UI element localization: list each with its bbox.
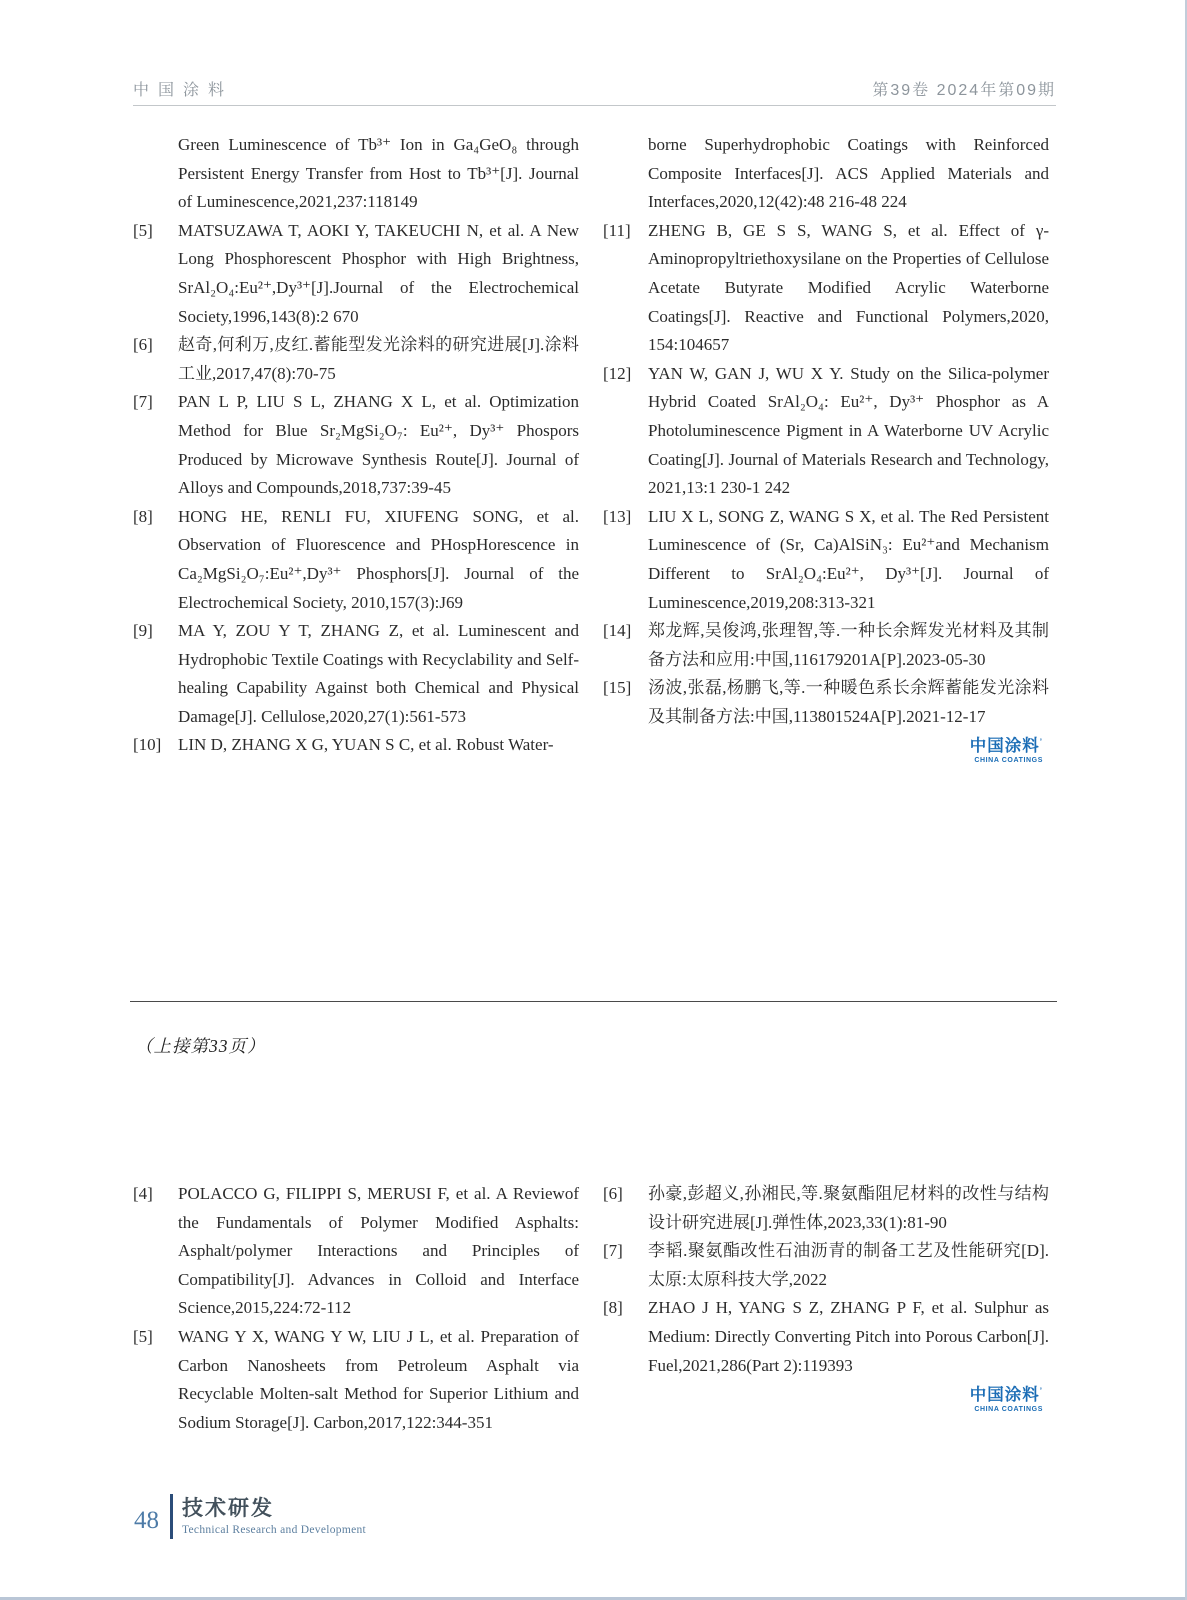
- journal-name: 中国涂料: [133, 82, 234, 99]
- reference-list: [603, 131, 1049, 731]
- page-footer: [134, 1494, 366, 1539]
- reference-text: 孙豪,彭超义,孙湘民,等.聚氨酯阻尼材料的改性与结构设计研究进展[J].弹性体,2023,33(1):81-90: [648, 1184, 1049, 1232]
- reference-number: [13]: [603, 506, 632, 526]
- reference-number: [8]: [603, 1298, 623, 1318]
- footer-divider-bar: [170, 1494, 173, 1539]
- reference-number: [8]: [133, 506, 153, 526]
- references-column-right: [603, 131, 1049, 764]
- reference-text: ZHENG B, GE S S, WANG S, et al. Effect of γ-Aminopropyltriethoxysilane on the Properties of Cellulose Acetate Butyrate Modified Acrylic Waterborne Coatings[J]. Reactive and Functional Polymers,2020, 154:104657: [648, 220, 1049, 355]
- reference-item: [603, 617, 1049, 674]
- footer-section-titles: [182, 1497, 366, 1536]
- reference-item: [133, 1180, 579, 1323]
- logo-text: 中国涂料: [969, 737, 1040, 756]
- logo-trademark-mark: ’: [1039, 1386, 1043, 1396]
- reference-number: [7]: [133, 392, 153, 412]
- reference-text: MA Y, ZOU Y T, ZHANG Z, et al. Luminescent and Hydrophobic Textile Coatings with Recyclability and Self-healing Capability Against both Chemical and Physical Damage[J]. Cellulose,2020,27(1):561-573: [178, 621, 579, 726]
- reference-text: 郑龙辉,吴俊鸿,张理智,等.一种长余辉发光材料及其制备方法和应用:中国,116179201A[P].2023-05-30: [648, 621, 1049, 669]
- reference-text: 李韬.聚氨酯改性石油沥青的制备工艺及性能研究[D].太原:太原科技大学,2022: [648, 1241, 1049, 1289]
- reference-text: MATSUZAWA T, AOKI Y, TAKEUCHI N, et al. A New Long Phosphorescent Phosphor with High Brightness, SrAl₂O₄:Eu²⁺,Dy³⁺[J].Journal of the Electrochemical Society,1996,143(8):2 670: [178, 220, 579, 326]
- china-coatings-logo-wordmark: [603, 738, 1043, 755]
- reference-item: [603, 217, 1049, 360]
- reference-item: [133, 617, 579, 731]
- reference-item: [603, 131, 1049, 217]
- china-coatings-logo-subtitle: CHINA COATINGS: [974, 1405, 1043, 1413]
- reference-text: PAN L P, LIU S L, ZHANG X L, et al. Optimization Method for Blue Sr₂MgSi₂O₇: Eu²⁺, Dy³⁺ Phospors Produced by Microwave Synthesis Route[J]. Journal of Alloys and Compounds,2018,737:39-45: [178, 392, 579, 498]
- china-coatings-logo-subtitle: CHINA COATINGS: [974, 756, 1043, 764]
- reference-text: 赵奇,何利万,皮红.蓄能型发光涂料的研究进展[J].涂料工业,2017,47(8):70-75: [178, 335, 579, 383]
- reference-number: [15]: [603, 678, 632, 698]
- reference-text: LIU X L, SONG Z, WANG S X, et al. The Red Persistent Luminescence of (Sr, Ca)AlSiN₃: Eu²⁺and Mechanism Different to SrAl₂O₄:Eu²⁺, Dy³⁺[J]. Journal of Luminescence,2019,208:313-321: [648, 506, 1049, 612]
- reference-text: WANG Y X, WANG Y W, LIU J L, et al. Preparation of Carbon Nanosheets from Petroleum Asphalt via Recyclable Molten-salt Method for Superior Lithium and Sodium Storage[J]. Carbon,2017,122:344-351: [178, 1326, 579, 1432]
- reference-number: [6]: [133, 335, 153, 355]
- logo-trademark-mark: ’: [1039, 737, 1043, 747]
- reference-text: POLACCO G, FILIPPI S, MERUSI F, et al. A Reviewof the Fundamentals of Polymer Modified Asphalts: Asphalt/polymer Interactions and Principles of Compatibility[J]. Advances in Colloid and Interface Science,2015,224:72-112: [178, 1184, 579, 1318]
- reference-item: [133, 331, 579, 388]
- references-column-left: [133, 131, 579, 764]
- reference-item: [133, 731, 579, 760]
- reference-item: [133, 1323, 579, 1437]
- reference-list: [133, 1180, 579, 1437]
- reference-item: [603, 1180, 1049, 1237]
- issue-info: 第39卷 2024年第09期: [872, 82, 1056, 99]
- reference-text: HONG HE, RENLI FU, XIUFENG SONG, et al. Observation of Fluorescence and PHospHorescence in Ca₂MgSi₂O₇:Eu²⁺,Dy³⁺ Phosphors[J]. Journal of the Electrochemical Society, 2010,157(3):J69: [178, 506, 579, 612]
- reference-item: [133, 131, 579, 217]
- reference-item: [133, 388, 579, 502]
- footer-section-subtitle: Technical Research and Development: [182, 1524, 367, 1537]
- references-section-2: [133, 1180, 1049, 1437]
- reference-list: [133, 131, 579, 760]
- reference-number: [12]: [603, 363, 632, 383]
- reference-text: ZHAO J H, YANG S Z, ZHANG P F, et al. Sulphur as Medium: Directly Converting Pitch into Porous Carbon[J]. Fuel,2021,286(Part 2):119393: [648, 1298, 1049, 1375]
- reference-number: [14]: [603, 621, 632, 641]
- article-divider-rule: [130, 1001, 1057, 1002]
- page-number: 48: [134, 1507, 159, 1534]
- reference-text: 汤波,张磊,杨鹏飞,等.一种暖色系长余辉蓄能发光涂料及其制备方法:中国,113801524A[P].2021-12-17: [648, 678, 1049, 726]
- reference-text: Green Luminescence of Tb³⁺ Ion in Ga₄GeO₈ through Persistent Energy Transfer from Host to Tb³⁺[J]. Journal of Luminescence,2021,237:118149: [178, 135, 579, 212]
- footer-section-title: 技术研发: [182, 1496, 274, 1520]
- reference-number: [4]: [133, 1184, 153, 1203]
- reference-item: [603, 503, 1049, 617]
- reference-item: [133, 217, 579, 331]
- reference-item: [603, 360, 1049, 503]
- china-coatings-logo-wordmark: [603, 1387, 1043, 1404]
- reference-number: [9]: [133, 621, 153, 641]
- reference-number: [5]: [133, 220, 153, 240]
- reference-number: [10]: [133, 735, 162, 755]
- reference-number: [5]: [133, 1326, 153, 1346]
- logo-text: 中国涂料: [969, 1386, 1040, 1405]
- reference-list: [603, 1180, 1049, 1380]
- reference-text: borne Superhydrophobic Coatings with Reinforced Composite Interfaces[J]. ACS Applied Materials and Interfaces,2020,12(42):48 216-48 224: [648, 135, 1049, 212]
- reference-item: [133, 503, 579, 617]
- china-coatings-logo: [603, 738, 1049, 764]
- reference-item: [603, 1294, 1049, 1380]
- reference-number: [11]: [603, 220, 631, 240]
- reference-text: LIN D, ZHANG X G, YUAN S C, et al. Robust Water-: [178, 735, 554, 755]
- reference-item: [603, 1237, 1049, 1294]
- references-column-right: [603, 1180, 1049, 1437]
- references-column-left: [133, 1180, 579, 1437]
- continued-from-note: （上接第33页）: [135, 1036, 266, 1056]
- reference-number: [7]: [603, 1241, 623, 1261]
- page-header: [133, 70, 1056, 106]
- china-coatings-logo: [603, 1387, 1049, 1413]
- references-section-1: [133, 131, 1049, 764]
- reference-number: [6]: [603, 1184, 623, 1203]
- reference-text: YAN W, GAN J, WU X Y. Study on the Silica-polymer Hybrid Coated SrAl₂O₄: Eu²⁺, Dy³⁺ Phosphor as A Photoluminescence Pigment in A Waterborne UV Acrylic Coating[J]. Journal of Materials Research and Technology, 2021,13:1 230-1 242: [648, 363, 1049, 498]
- reference-item: [603, 674, 1049, 731]
